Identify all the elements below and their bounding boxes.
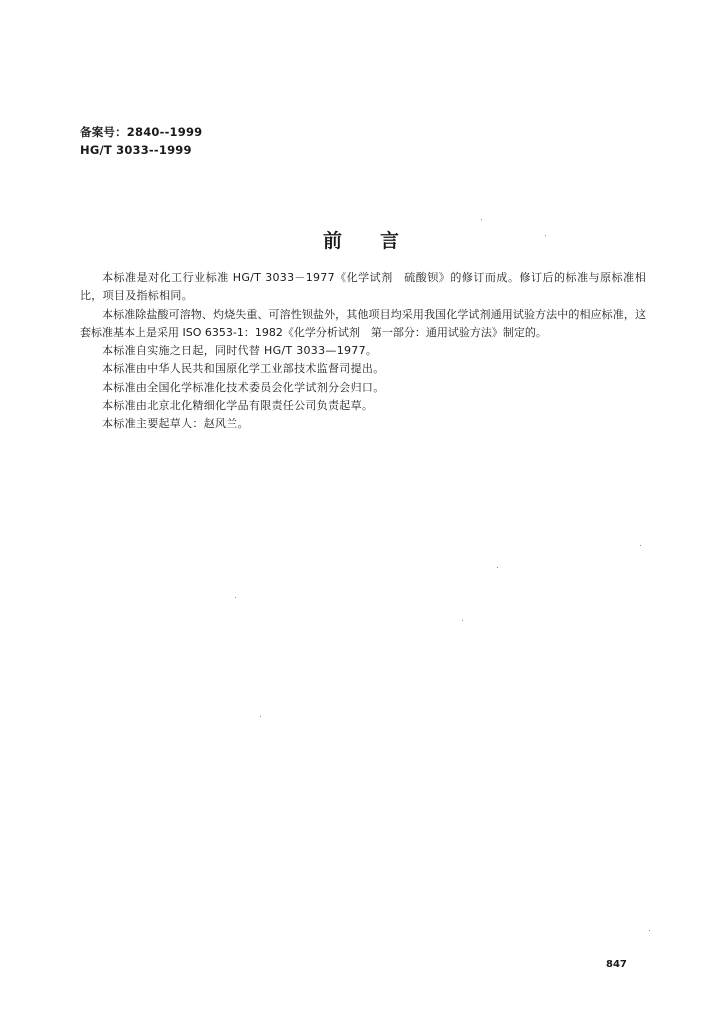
scan-speck: [497, 567, 498, 568]
scan-speck: [481, 219, 482, 220]
paragraph-drafted-by: 本标准由北京北化精细化学品有限责任公司负责起草。: [102, 399, 374, 413]
foreword-body: [80, 269, 646, 434]
page-number: 847: [606, 959, 627, 970]
scan-speck: [235, 597, 236, 598]
standard-code: HG/T 3033--1999: [80, 143, 192, 157]
scan-speck: [545, 235, 546, 236]
paragraph-proposed-by: 本标准由中华人民共和国原化学工业部技术监督司提出。: [102, 362, 385, 376]
scan-speck: [260, 716, 261, 717]
scan-speck: [649, 930, 650, 931]
filing-number: 备案号：2840--1999: [80, 125, 203, 139]
paragraph-revision-note: 本标准是对化工行业标准 HG/T 3033－1977《化学试剂 硫酸钡》的修订而成。修订后的标准与原标准相比，项目及指标相同。: [80, 271, 646, 303]
section-title-foreword: 前 言: [322, 230, 399, 252]
paragraph-centralized-by: 本标准由全国化学标准化技术委员会化学试剂分会归口。: [102, 380, 385, 394]
paragraph-test-methods: 本标准除盐酸可溶物、灼烧失重、可溶性钡盐外，其他项目均采用我国化学试剂通用试验方法中的相应标准，这套标准基本上是采用 ISO 6353-1：1982《化学分析试剂 第一部分：通用试验方法》制定的。: [80, 307, 646, 339]
paragraph-effective-date: 本标准自实施之日起，同时代替 HG/T 3033—1977。: [102, 344, 378, 358]
paragraph-main-drafters: 本标准主要起草人：赵风兰。: [102, 417, 249, 431]
scan-speck: [640, 545, 641, 546]
document-header: [80, 123, 202, 159]
scan-speck: [462, 620, 463, 621]
